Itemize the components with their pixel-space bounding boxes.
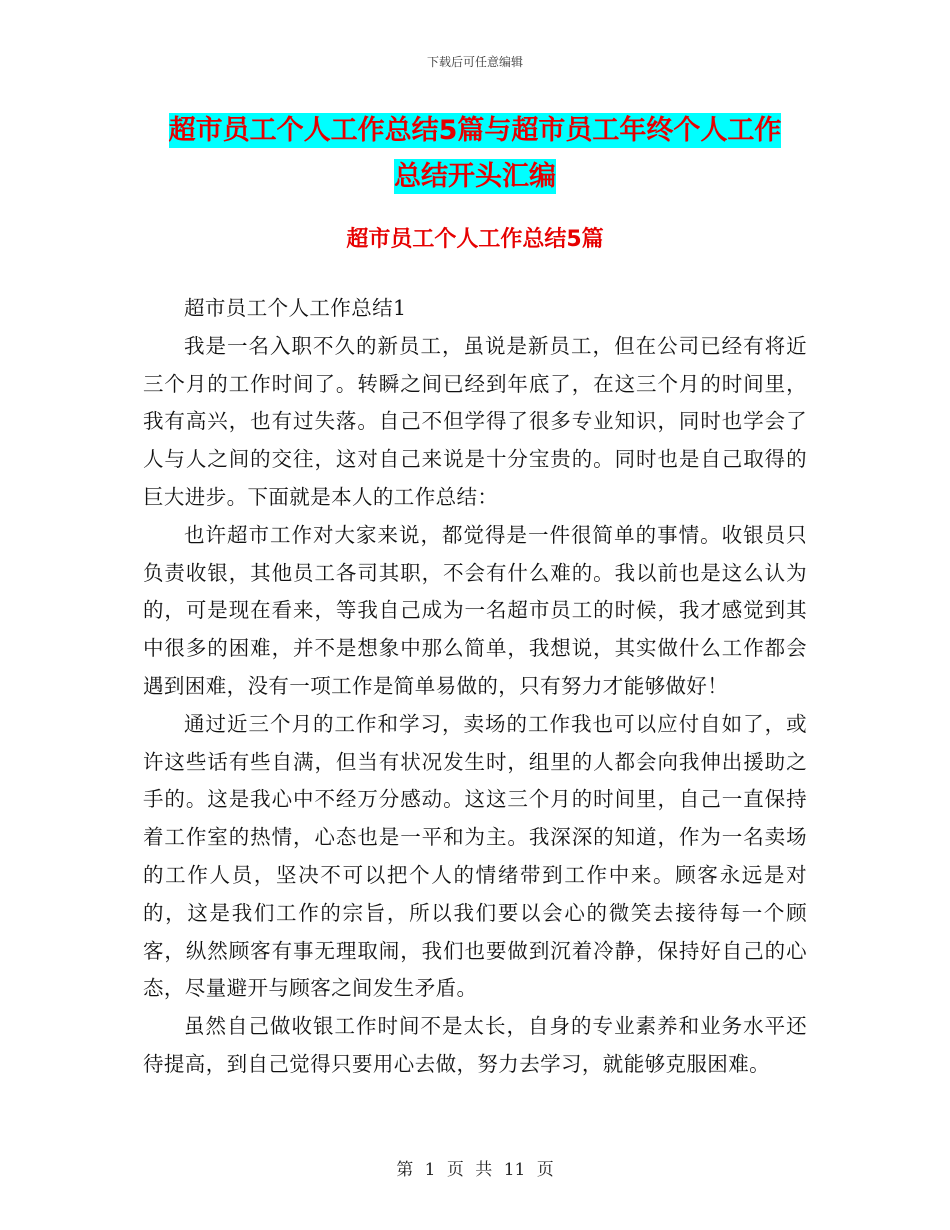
paragraph: 虽然自己做收银工作时间不是太长，自身的专业素养和业务水平还待提高，到自己觉得只要用心去做，努力去学习，就能够克服困难。 [143,1014,807,1076]
paragraph: 我是一名入职不久的新员工，虽说是新员工，但在公司已经有将近三个月的工作时间了。转瞬之间已经到年底了，在这三个月的时间里，我有高兴，也有过失落。自己不但学得了很多专业知识，同时也学会了人与人之间的交往，这对自己来说是十分宝贵的。同时也是自己取得的巨大进步。下面就是本人的工作总结： [143,333,807,509]
paragraph: 通过近三个月的工作和学习，卖场的工作我也可以应付自如了，或许这些话有些自满，但当有状况发生时，组里的人都会向我伸出援助之手的。这是我心中不经万分感动。这这三个月的时间里，自己一直保持着工作室的热情，心态也是一平和为主。我深深的知道，作为一名卖场的工作人员，坚决不可以把个人的情绪带到工作中来。顾客永远是对的，这是我们工作的宗旨，所以我们要以会心的微笑去接待每一个顾客，纵然顾客有事无理取闹，我们也要做到沉着冷静，保持好自己的心态，尽量避开与顾客之间发生矛盾。 [143,711,807,1001]
document-title [140,108,810,200]
paragraph-subheading: 超市员工个人工作总结1 [184,296,407,320]
document-title-line-1: 超市员工个人工作总结5篇与超市员工年终个人工作 [168,115,782,146]
document-title-line-2: 总结开头汇编 [394,161,556,192]
header-note: 下载后可任意编辑 [426,55,523,69]
section-title: 超市员工个人工作总结5篇 [346,227,604,252]
page-footer: 第 1 页 共 11 页 [396,1160,554,1180]
document-body [143,290,807,1084]
paragraph: 也许超市工作对大家来说，都觉得是一件很简单的事情。收银员只负责收银，其他员工各司其职，不会有什么难的。我以前也是这么认为的，可是现在看来，等我自己成为一名超市员工的时候，我才感觉到其中很多的困难，并不是想象中那么简单，我想说，其实做什么工作都会遇到困难，没有一项工作是简单易做的，只有努力才能够做好！ [143,522,807,698]
